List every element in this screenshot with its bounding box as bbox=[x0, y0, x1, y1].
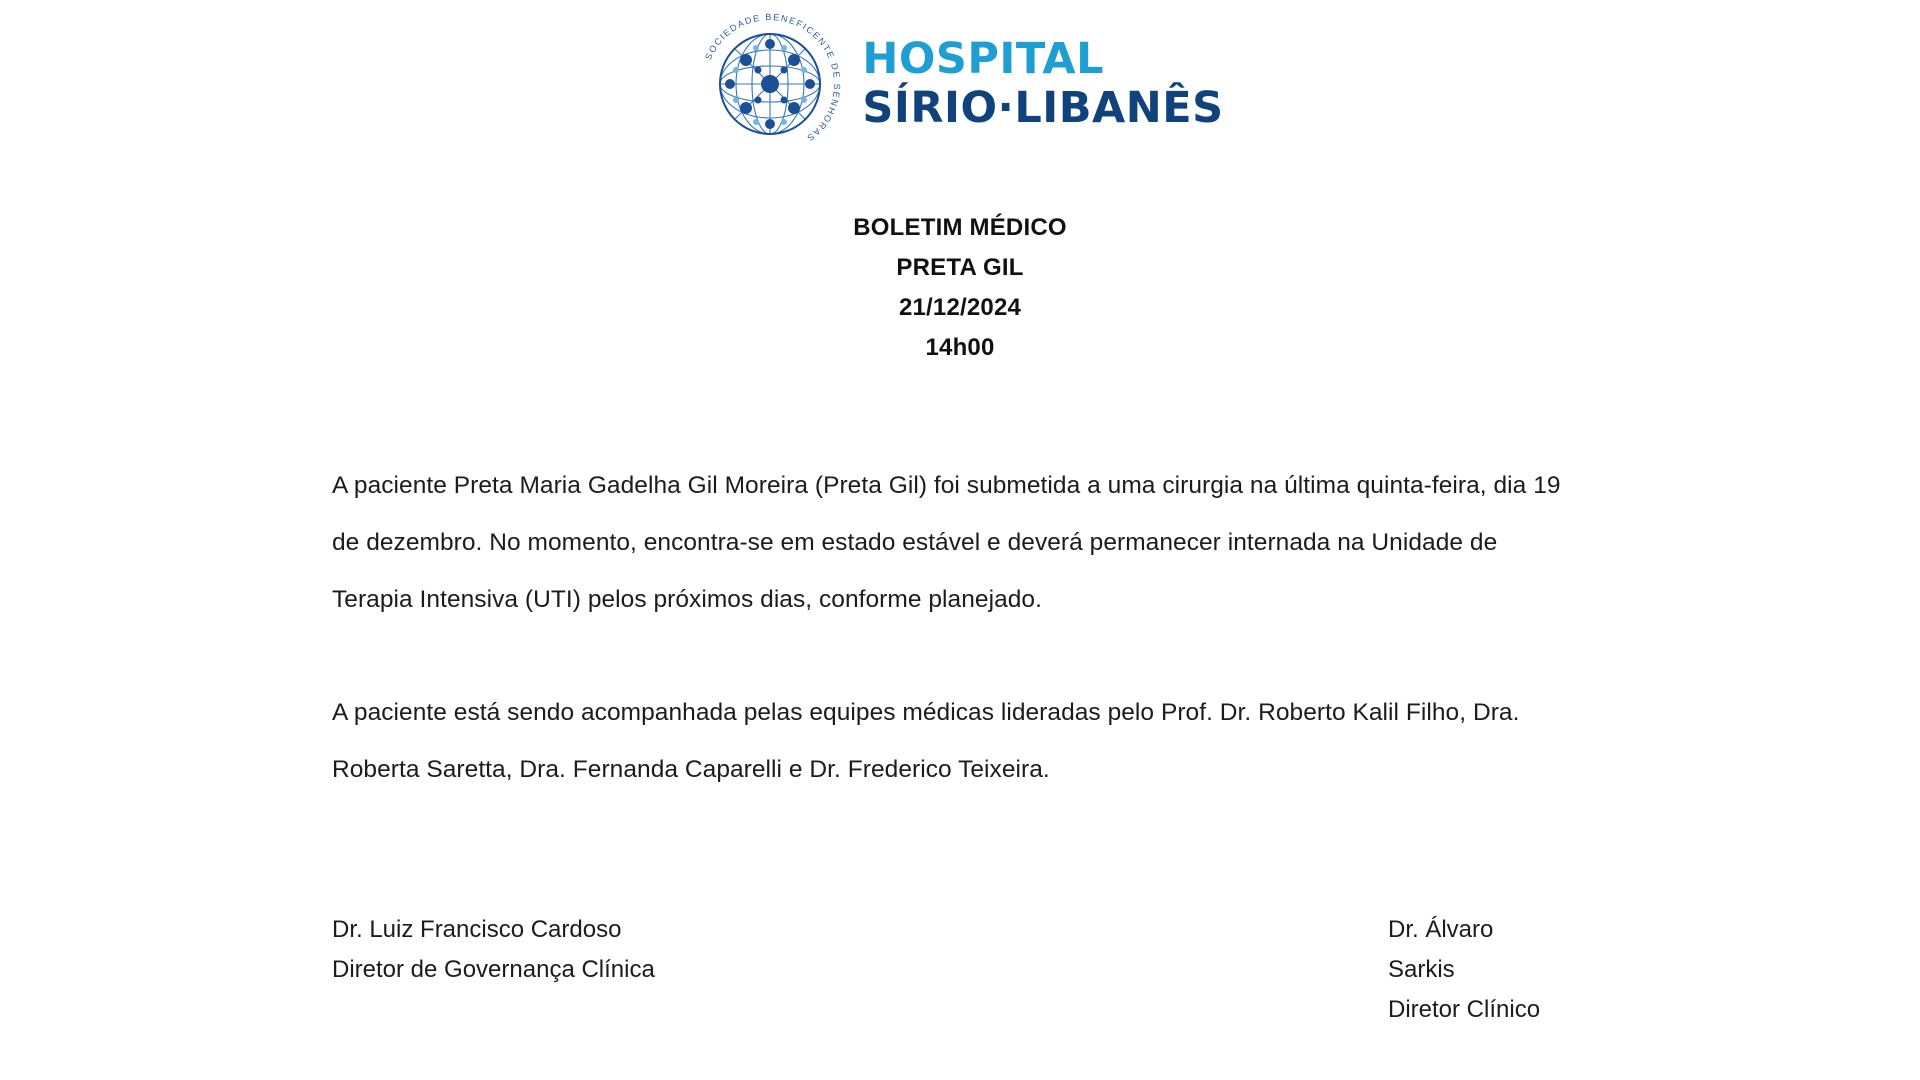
signature-right-name: Dr. Álvaro Sarkis bbox=[1388, 916, 1494, 983]
document-title-block bbox=[0, 208, 1920, 368]
paragraph-1: A paciente Preta Maria Gadelha Gil Moreira (Preta Gil) foi submetida a uma cirurgia na última quinta-feira, dia 19 de dezembro. No momento, encontra-se em estado estável e deverá permanecer internada na Unidade de Terapia Intensiva (UTI) pelos próximos dias, conforme planejado. bbox=[332, 471, 1561, 613]
title-line-patient: PRETA GIL bbox=[896, 254, 1024, 281]
signature-left-role: Diretor de Governança Clínica bbox=[332, 956, 655, 983]
signature-left bbox=[332, 910, 948, 1030]
signature-block bbox=[332, 910, 1564, 1030]
logo-inner bbox=[696, 10, 1223, 158]
title-line-date: 21/12/2024 bbox=[898, 294, 1022, 321]
logo-wordmark-line1: HOSPITAL bbox=[862, 34, 1105, 84]
logo-wordmark bbox=[862, 34, 1224, 133]
signature-right-role: Diretor Clínico bbox=[1388, 996, 1541, 1023]
logo-wordmark-line2: SÍRIO·LIBANÊS bbox=[862, 83, 1224, 133]
title-line-time: 14h00 bbox=[925, 334, 995, 361]
hospital-logo bbox=[0, 10, 1920, 158]
signature-left-name: Dr. Luiz Francisco Cardoso bbox=[332, 916, 622, 943]
title-line-bulletin: BOLETIM MÉDICO bbox=[853, 214, 1067, 241]
document-body bbox=[332, 432, 1564, 822]
svg-text:SOCIEDADE BENEFICENTE DE SENHO: SOCIEDADE BENEFICENTE DE SENHORAS bbox=[703, 11, 843, 144]
hospital-globe-icon bbox=[696, 10, 844, 158]
paragraph-2: A paciente está sendo acompanhada pelas equipes médicas lideradas pelo Prof. Dr. Roberto Kalil Filho, Dra. Roberta Saretta, Dra. Fernanda Caparelli e Dr. Frederico Teixeira. bbox=[332, 698, 1520, 783]
signature-right bbox=[948, 910, 1564, 1030]
